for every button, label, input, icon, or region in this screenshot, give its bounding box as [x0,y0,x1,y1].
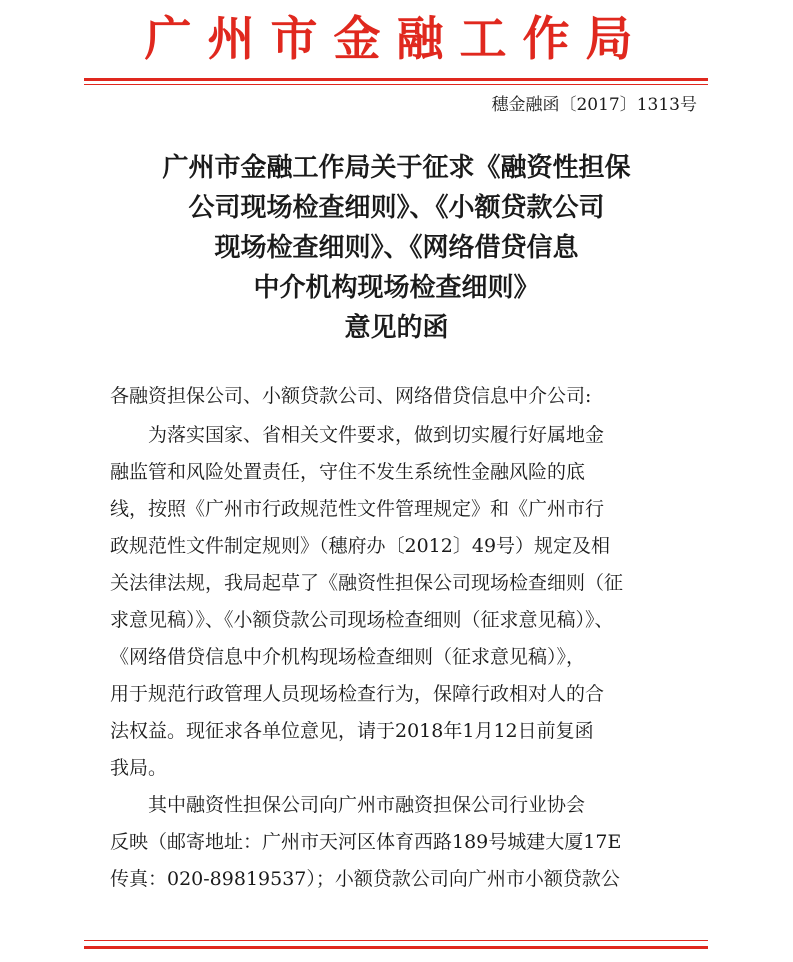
body-line-1: 为落实国家、省相关文件要求，做到切实履行好属地金 [148,424,605,446]
title-line-1: 广州市金融工作局关于征求《融资性担保 [162,153,631,183]
body-line-10: 我局。 [110,757,168,779]
body-line-12: 反映（邮寄地址：广州市天河区体育西路189号城建大厦17E [110,831,622,853]
body-line-7: 《网络借贷信息中介机构现场检查细则（征求意见稿）》， [110,646,586,668]
body-line-8: 用于规范行政管理人员现场检查行为，保障行政相对人的合 [110,683,605,705]
footer-rule-thick [84,946,708,949]
body-line-13: 传真：020-89819537）；小额贷款公司向广州市小额贷款公 [110,868,620,890]
body-line-6: 求意见稿）》、《小额贷款公司现场检查细则（征求意见稿）》、 [110,609,614,631]
letterhead-rule-thick [84,78,708,81]
letterhead-title: 广州市金融工作局 [144,12,649,67]
footer-rule-thin [84,940,708,941]
body-line-9: 法权益。现征求各单位意见，请于2018年1月12日前复函 [110,720,594,742]
title-line-3: 现场检查细则》、《网络借贷信息 [214,233,579,263]
letterhead-rule-thin [84,84,708,85]
title-line-2: 公司现场检查细则》、《小额贷款公司 [188,193,605,223]
body-line-4: 政规范性文件制定规则》（穗府办〔2012〕49号）规定及相 [110,535,611,557]
document-number: 穗金融函〔2017〕1313号 [491,95,697,115]
body-line-2: 融监管和风险处置责任，守住不发生系统性金融风险的底 [110,461,586,483]
body-line-11: 其中融资性担保公司向广州市融资担保公司行业协会 [148,794,586,816]
title-line-4: 中介机构现场检查细则》 [253,273,540,303]
body-line-3: 线，按照《广州市行政规范性文件管理规定》和《广州市行 [110,498,605,520]
body-line-5: 关法律法规，我局起草了《融资性担保公司现场检查细则（征 [110,572,624,594]
salutation: 各融资担保公司、小额贷款公司、网络借贷信息中介公司: [110,385,592,407]
title-line-5: 意见的函 [344,313,449,343]
document-title [0,148,793,348]
